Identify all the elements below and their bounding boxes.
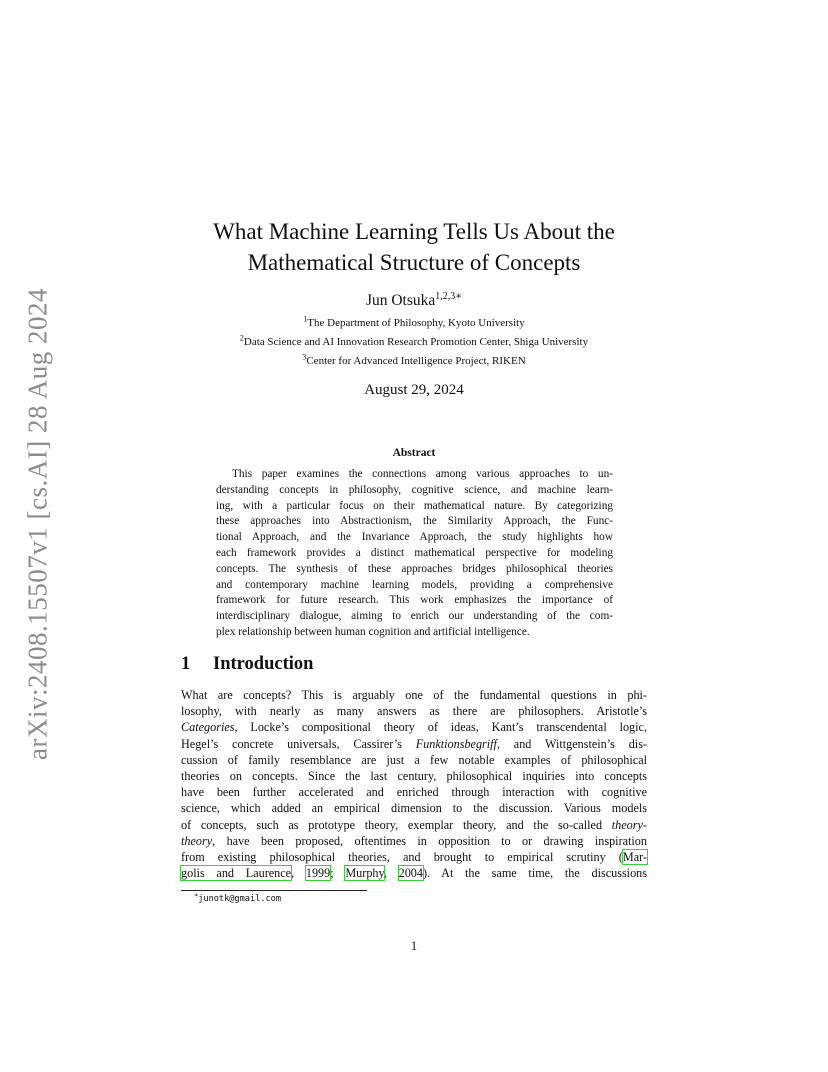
abstract-line: This paper examines the connections among various approaches to un- bbox=[232, 468, 613, 480]
abstract-line: these approaches into Abstractionism, the Similarity Approach, the Func- bbox=[216, 515, 613, 528]
abstract-line: tional Approach, and the Invariance Approach, the study highlights how bbox=[216, 531, 613, 544]
abstract-line: and contemporary machine learning models, providing a comprehensive bbox=[216, 578, 613, 591]
body-line: from existing philosophical theories, and brought to empirical scrutiny (Mar- bbox=[181, 850, 647, 865]
title-line: Mathematical Structure of Concepts bbox=[247, 250, 581, 275]
abstract-line: concepts. The synthesis of these approaches bridges philosophical theories bbox=[216, 562, 613, 575]
affiliation-text: Center for Advanced Intelligence Project, RIKEN bbox=[306, 355, 526, 367]
abstract-line: interdisciplinary dialogue, aiming to enrich our understanding of the com- bbox=[216, 610, 613, 623]
body-line: have been further accelerated and enriched through interaction with cognitive bbox=[181, 785, 647, 800]
body-line: theories on concepts. Since the last century, philosophical inquiries into concepts bbox=[181, 769, 647, 784]
affiliations bbox=[0, 316, 828, 373]
author-affiliation-marks: 1,2,3∗ bbox=[435, 290, 463, 302]
body-line: Hegel’s concrete universals, Cassirer’s Funktionsbegriff, and Wittgenstein’s dis- bbox=[181, 736, 647, 751]
title-line: What Machine Learning Tells Us About the bbox=[213, 219, 615, 244]
citation-link[interactable]: golis and Laurence bbox=[181, 866, 292, 881]
footnote-email: junotk@gmail.com bbox=[198, 894, 282, 904]
abstract-body bbox=[216, 467, 613, 641]
body-line: golis and Laurence, 1999; Murphy, 2004). At the same time, the discussions bbox=[181, 866, 647, 881]
body-line: cussion of family resemblance are just a few notable examples of philosophical bbox=[181, 752, 647, 767]
footnote-rule bbox=[181, 890, 367, 891]
footnote-mark: ∗ bbox=[194, 891, 199, 900]
italic-term: theory bbox=[181, 833, 213, 848]
affiliation bbox=[0, 316, 828, 335]
affiliation-mark: 3 bbox=[302, 352, 307, 362]
body-line: science, which added an empirical dimension to the discussion. Various models bbox=[181, 801, 647, 816]
introduction-paragraph bbox=[181, 687, 647, 881]
affiliation-mark: 2 bbox=[239, 333, 244, 343]
abstract-line: framework for future research. This work emphasizes the importance of bbox=[216, 594, 613, 607]
italic-term: Funktionsbegriff bbox=[415, 736, 497, 751]
body-line: theory, have been proposed, oftentimes in opposition to or drawing inspiration bbox=[181, 833, 647, 848]
affiliation-text: Data Science and AI Innovation Research Promotion Center, Shiga University bbox=[243, 336, 589, 348]
affiliation-mark: 1 bbox=[303, 314, 308, 324]
abstract-line: derstanding concepts in philosophy, cognitive science, and machine learn- bbox=[216, 483, 613, 496]
citation-link[interactable]: 2004 bbox=[398, 866, 423, 881]
section-number: 1 bbox=[181, 654, 191, 674]
body-line: of concepts, such as prototype theory, exemplar theory, and the so-called theory- bbox=[181, 817, 647, 832]
citation-link[interactable]: Mar- bbox=[622, 850, 647, 865]
publication-date: August 29, 2024 bbox=[364, 382, 464, 398]
section-heading bbox=[181, 654, 313, 675]
body-line: Categories, Locke’s compositional theory of ideas, Kant’s transcendental logic, bbox=[181, 720, 647, 735]
affiliation-text: The Department of Philosophy, Kyoto University bbox=[307, 317, 525, 329]
citation-link[interactable]: Murphy bbox=[345, 866, 384, 881]
abstract-line: each framework provides a distinct mathematical perspective for modeling bbox=[216, 546, 613, 559]
italic-term: theory- bbox=[611, 817, 647, 832]
body-line: What are concepts? This is arguably one of the fundamental questions in phi- bbox=[181, 688, 647, 702]
abstract-line: plex relationship between human cognition and artificial intelligence. bbox=[216, 625, 530, 638]
abstract-line: ing, with a particular focus on their mathematical nature. By categorizing bbox=[216, 499, 613, 512]
italic-term: Categories bbox=[181, 720, 235, 735]
body-line: losophy, with nearly as many answers as there are philosophers. Aristotle’s bbox=[181, 704, 647, 719]
affiliation bbox=[0, 354, 828, 373]
citation-link[interactable]: 1999 bbox=[305, 866, 331, 881]
page-number: 1 bbox=[410, 939, 418, 953]
footnote bbox=[194, 891, 282, 904]
author-line bbox=[0, 292, 828, 310]
affiliation bbox=[0, 335, 828, 354]
abstract-heading: Abstract bbox=[392, 447, 436, 459]
section-title-text: Introduction bbox=[213, 654, 314, 674]
paper-title bbox=[150, 216, 678, 278]
author-name: Jun Otsuka bbox=[365, 292, 436, 309]
